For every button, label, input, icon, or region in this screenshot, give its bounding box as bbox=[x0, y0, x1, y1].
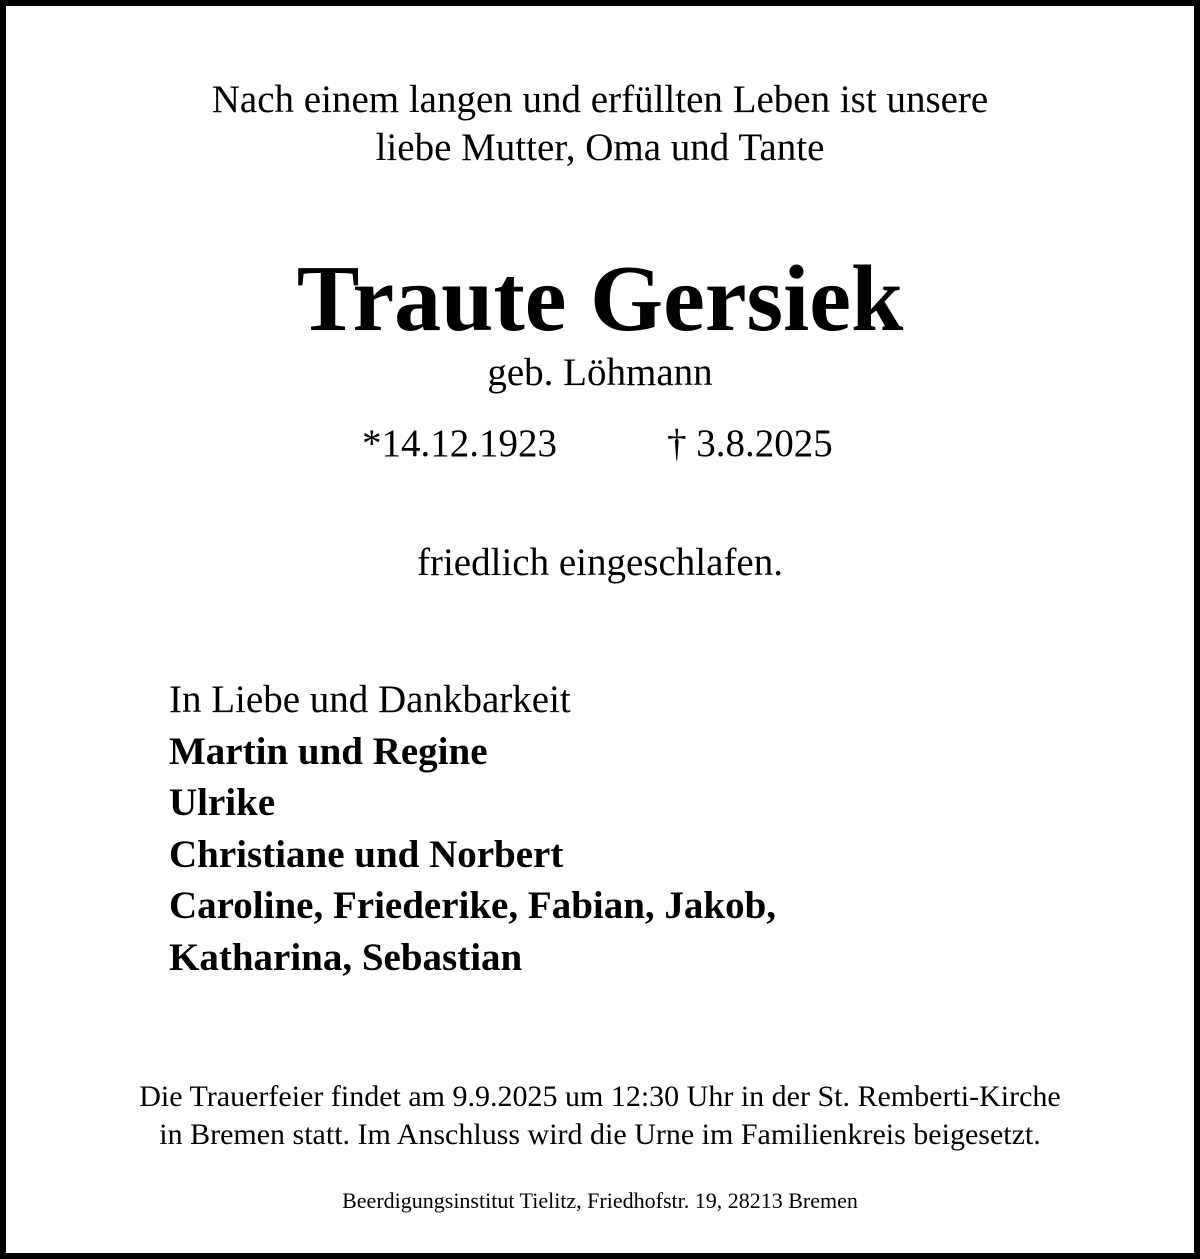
mourner-name: Martin und Regine bbox=[169, 729, 488, 773]
mourners-intro: In Liebe und Dankbarkeit bbox=[169, 678, 571, 721]
intro-text bbox=[12, 76, 1188, 172]
undertaker-info: Beerdigungsinstitut Tielitz, Friedhofstr. 19, 28213 Bremen bbox=[342, 1188, 858, 1213]
birth-date: *14.12.1923 bbox=[362, 422, 557, 465]
mourner-name: Christiane und Norbert bbox=[169, 832, 564, 876]
death-date: † 3.8.2025 bbox=[667, 422, 833, 465]
mourner-name: Ulrike bbox=[169, 781, 276, 824]
mourners-list bbox=[169, 674, 776, 983]
phrase-text: friedlich eingeschlafen. bbox=[417, 541, 783, 584]
funeral-notice bbox=[12, 1078, 1188, 1154]
intro-line-2: liebe Mutter, Oma und Tante bbox=[375, 126, 825, 169]
intro-line-1: Nach einem langen und erfüllten Leben ist unsere bbox=[211, 78, 989, 121]
deceased-name: Traute Gersiek bbox=[296, 247, 904, 351]
funeral-notice-line-1: Die Trauerfeier findet am 9.9.2025 um 12:30 Uhr in der St. Remberti-Kirche bbox=[139, 1080, 1061, 1113]
funeral-notice-line-2: in Bremen statt. Im Anschluss wird die Urne im Familienkreis beigesetzt. bbox=[159, 1118, 1041, 1151]
mourner-name: Katharina, Sebastian bbox=[169, 935, 523, 979]
maiden-name: geb. Löhmann bbox=[487, 351, 713, 394]
mourner-name: Caroline, Friederike, Fabian, Jakob, bbox=[169, 884, 777, 927]
